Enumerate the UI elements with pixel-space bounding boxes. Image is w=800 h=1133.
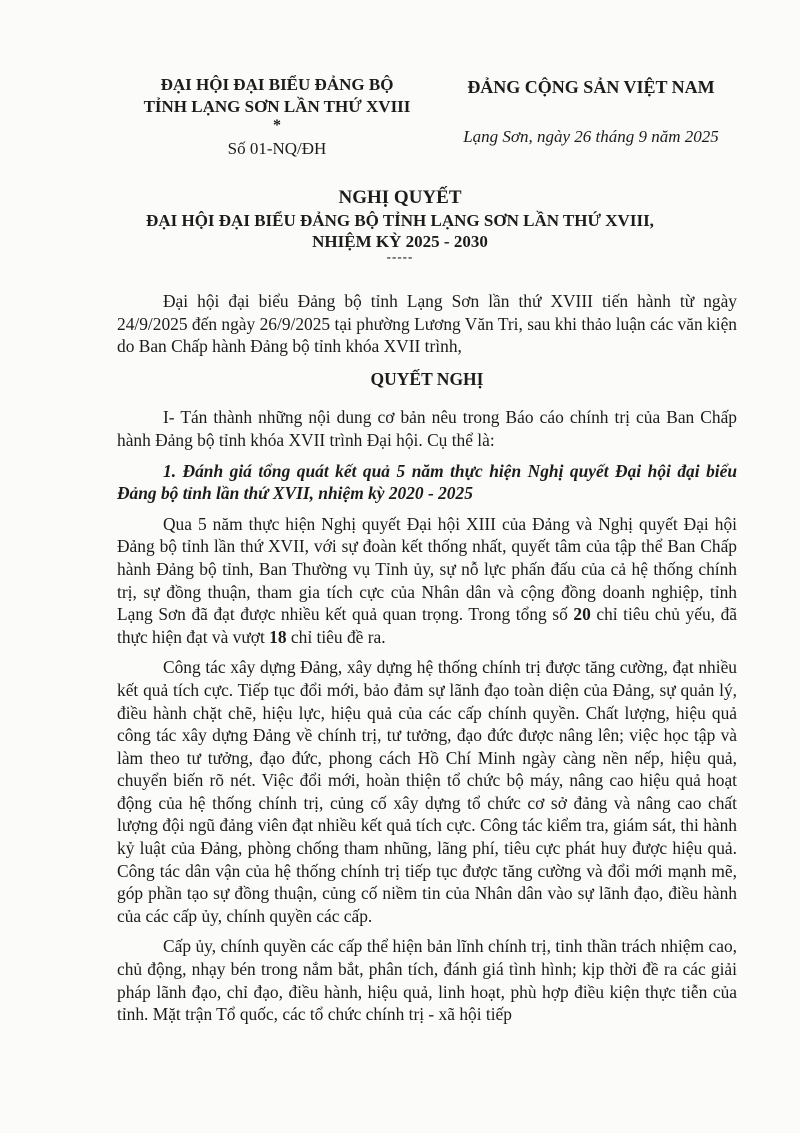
target-achieved-count: 18 — [269, 626, 287, 647]
party-name: ĐẢNG CỘNG SẢN VIỆT NAM — [467, 77, 715, 97]
document-subtitle-line-1: ĐẠI HỘI ĐẠI BIỂU ĐẢNG BỘ TỈNH LẠNG SƠN LẦN THỨ XVIII, — [146, 211, 654, 230]
issuing-body-line-1: ĐẠI HỘI ĐẠI BIỂU ĐẢNG BỘ — [160, 75, 394, 94]
paragraph-1-text-a: Qua 5 năm thực hiện Nghị quyết Đại hội XIII của Đảng và Nghị quyết Đại hội Đảng bộ tỉnh lần thứ XVII, với sự đoàn kết thống nhất, quyết tâm của tập thể Ban Chấp hành Đảng bộ tỉnh, Ban Thường vụ Tỉnh ủy, sự nỗ lực phấn đấu của cả hệ thống chính trị, sự đồng thuận, tham gia tích cực của Nhân dân và cộng đồng doanh nghiệp, tỉnh Lạng Sơn đã đạt được nhiều kết quả quan trọng. Trong tổng số — [117, 513, 737, 625]
document-title: NGHỊ QUYẾT — [338, 187, 462, 208]
intro-paragraph: Đại hội đại biểu Đảng bộ tỉnh Lạng Sơn lần thứ XVIII tiến hành từ ngày 24/9/2025 đến ngày 26/9/2025 tại phường Lương Văn Tri, sau khi thảo luận các văn kiện do Ban Chấp hành Đảng bộ tỉnh khóa XVII trình, — [117, 291, 737, 357]
resolve-heading: QUYẾT NGHỊ — [370, 368, 484, 389]
star-separator: * — [273, 117, 281, 134]
paragraph-1 — [117, 513, 737, 649]
subsection-1-heading: 1. Đánh giá tổng quát kết quả 5 năm thực hiện Nghị quyết Đại hội đại biểu Đảng bộ tỉnh lần thứ XVII, nhiệm kỳ 2020 - 2025 — [117, 460, 737, 504]
paragraph-2: Công tác xây dựng Đảng, xây dựng hệ thống chính trị được tăng cường, đạt nhiều kết quả tích cực. Tiếp tục đổi mới, bảo đảm sự lãnh đạo toàn diện của Đảng, sự quản lý, điều hành chặt chẽ, hiệu lực, hiệu quả của các cấp chính quyền. Chất lượng, hiệu quả công tác xây dựng Đảng về chính trị, tư tưởng, đạo đức được nâng lên; việc học tập và làm theo tư tưởng, đạo đức, phong cách Hồ Chí Minh ngày càng nền nếp, hiệu quả, chuyển biến rõ nét. Việc đổi mới, hoàn thiện tổ chức bộ máy, nâng cao hiệu quả hoạt động của hệ thống chính trị, củng cố xây dựng tổ chức cơ sở đảng và nâng cao chất lượng đội ngũ đảng viên đạt nhiều kết quả tích cực. Công tác kiểm tra, giám sát, thi hành kỷ luật của Đảng, phòng chống tham nhũng, lãng phí, tiêu cực phát huy được hiệu quả. Công tác dân vận của hệ thống chính trị tiếp tục được tăng cường và đổi mới mạnh mẽ, góp phần tạo sự đồng thuận, củng cố niềm tin của Nhân dân vào sự lãnh đạo, điều hành của các cấp ủy, chính quyền các cấp. — [117, 657, 737, 926]
place-date: Lạng Sơn, ngày 26 tháng 9 năm 2025 — [463, 127, 719, 146]
paragraph-1-text-b: chỉ tiêu chủ yếu, đã thực hiện đạt và vượt — [117, 604, 737, 647]
document-number: Số 01-NQ/ĐH — [227, 139, 327, 158]
title-separator: ----- — [386, 249, 414, 264]
issuing-body-block — [118, 74, 436, 160]
paragraph-3: Cấp ủy, chính quyền các cấp thể hiện bản lĩnh chính trị, tinh thần trách nhiệm cao, chủ động, nhạy bén trong nắm bắt, phân tích, đánh giá tình hình; kịp thời đề ra các giải pháp lãnh đạo, chỉ đạo, điều hành, hiệu quả, linh hoạt, phù hợp điều kiện thực tiễn của tỉnh. Mặt trận Tổ quốc, các tổ chức chính trị - xã hội tiếp — [117, 936, 737, 1025]
party-block — [446, 76, 736, 148]
document-subtitle-line-2: NHIỆM KỲ 2025 - 2030 — [312, 232, 488, 251]
document-body — [117, 290, 737, 1034]
document-title-block — [80, 186, 720, 262]
target-total-count: 20 — [573, 604, 591, 625]
section-1-paragraph: I- Tán thành những nội dung cơ bản nêu trong Báo cáo chính trị của Ban Chấp hành Đảng bộ tỉnh khóa XVII trình Đại hội. Cụ thể là: — [117, 407, 737, 450]
issuing-body-line-2: TỈNH LẠNG SƠN LẦN THỨ XVIII — [143, 97, 411, 116]
paragraph-1-text-c: chỉ tiêu đề ra. — [290, 626, 386, 647]
